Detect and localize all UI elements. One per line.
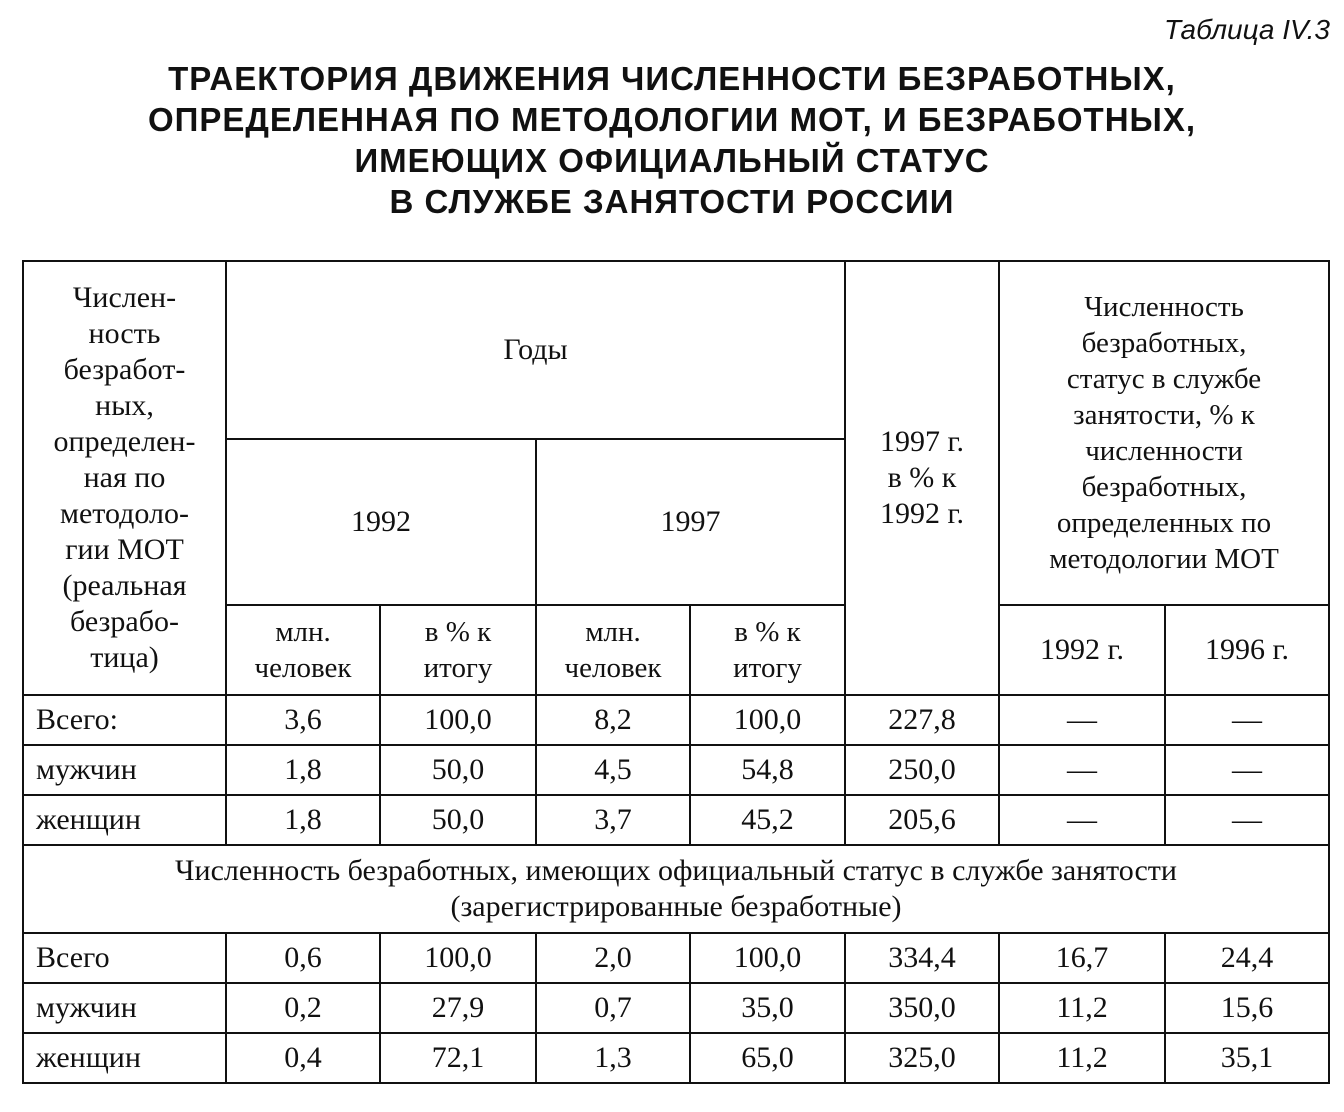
table-row	[23, 695, 1329, 745]
registered-section-heading	[23, 845, 1329, 933]
header-ilo-unemployed	[23, 261, 226, 695]
table-cell: 1,8	[226, 745, 380, 795]
header-1997-vs-1992	[845, 261, 999, 695]
table-cell: мужчин	[23, 983, 226, 1033]
table-number-label: Таблица IV.3	[1164, 14, 1330, 45]
cell-text-line: млн.	[585, 616, 641, 648]
table-cell: 11,2	[999, 983, 1165, 1033]
cell-text-line: безработных,	[1081, 327, 1247, 359]
table-title	[0, 58, 1344, 222]
cell-text-line: человек	[564, 652, 662, 684]
table-cell: 8,2	[536, 695, 690, 745]
table-row	[23, 983, 1329, 1033]
title-line: ТРАЕКТОРИЯ ДВИЖЕНИЯ ЧИСЛЕННОСТИ БЕЗРАБОТНЫХ,	[168, 60, 1176, 97]
cell-text-line: млн.	[275, 616, 331, 648]
table-cell: 35,1	[1165, 1033, 1329, 1083]
cell-text-line: ная по	[83, 461, 166, 494]
cell-text-line: занятости, % к	[1073, 399, 1255, 431]
table-cell: 100,0	[380, 933, 536, 983]
cell-text-line: Численность безработных, имеющих официальный статус в службе занятости	[175, 854, 1177, 887]
table-cell: 100,0	[380, 695, 536, 745]
table-cell: —	[999, 745, 1165, 795]
cell-text-line: 1992 г.	[880, 497, 964, 530]
table-cell: 0,7	[536, 983, 690, 1033]
cell-text-line: гии МОТ	[65, 533, 184, 566]
header-pct-1992	[380, 605, 536, 695]
table-row	[23, 933, 1329, 983]
cell-text-line: методологии МОТ	[1049, 543, 1279, 575]
header-official-status-share	[999, 261, 1329, 605]
cell-text-line: ность	[88, 317, 161, 350]
table-cell: 334,4	[845, 933, 999, 983]
table-cell: 24,4	[1165, 933, 1329, 983]
header-year-1997: 1997	[536, 439, 845, 605]
cell-text-line: тица)	[90, 641, 159, 674]
table-cell: 250,0	[845, 745, 999, 795]
table-row	[23, 795, 1329, 845]
table-cell: женщин	[23, 1033, 226, 1083]
header-official-1992: 1992 г.	[999, 605, 1165, 695]
header-year-1992: 1992	[226, 439, 536, 605]
cell-text-line: человек	[254, 652, 352, 684]
table-cell: 15,6	[1165, 983, 1329, 1033]
header-mln-1997	[536, 605, 690, 695]
cell-text-line: безработ-	[63, 353, 186, 386]
table-cell: 72,1	[380, 1033, 536, 1083]
cell-text-line: численности	[1085, 435, 1243, 467]
table-cell: 205,6	[845, 795, 999, 845]
table-cell: 325,0	[845, 1033, 999, 1083]
table-cell: 4,5	[536, 745, 690, 795]
cell-text-line: 1997 г.	[880, 425, 964, 458]
cell-text-line: в % к	[734, 616, 801, 648]
cell-text-line: методоло-	[60, 497, 189, 530]
table-cell: женщин	[23, 795, 226, 845]
table-cell: 350,0	[845, 983, 999, 1033]
table-cell: 16,7	[999, 933, 1165, 983]
cell-text-line: (зарегистрированные безработные)	[450, 890, 902, 923]
table-cell: Всего	[23, 933, 226, 983]
cell-text-line: в % к	[424, 616, 492, 648]
cell-text-line: Численность	[1084, 291, 1244, 323]
cell-text-line: итогу	[733, 652, 802, 684]
table-cell: 54,8	[690, 745, 845, 795]
table-cell: 0,6	[226, 933, 380, 983]
table-cell: 50,0	[380, 795, 536, 845]
header-pct-1997	[690, 605, 845, 695]
title-line: ИМЕЮЩИХ ОФИЦИАЛЬНЫЙ СТАТУС	[354, 142, 990, 179]
cell-text-line: безрабо-	[70, 605, 179, 638]
unemployment-table	[22, 260, 1330, 1084]
table-cell: —	[1165, 745, 1329, 795]
header-official-1996: 1996 г.	[1165, 605, 1329, 695]
cell-text-line: определенных по	[1056, 507, 1272, 539]
cell-text-line: (реальная	[62, 569, 187, 602]
cell-text-line: ных,	[95, 389, 154, 422]
header-years: Годы	[226, 261, 845, 439]
table-cell: мужчин	[23, 745, 226, 795]
table-cell: 1,8	[226, 795, 380, 845]
table-cell: 65,0	[690, 1033, 845, 1083]
table-row	[23, 745, 1329, 795]
table-cell: 227,8	[845, 695, 999, 745]
table-cell: 3,6	[226, 695, 380, 745]
table-cell: —	[999, 695, 1165, 745]
cell-text-line: Числен-	[72, 281, 177, 314]
cell-text-line: определен-	[53, 425, 196, 458]
table-cell: 100,0	[690, 695, 845, 745]
table-cell: —	[999, 795, 1165, 845]
header-mln-1992	[226, 605, 380, 695]
table-cell: 3,7	[536, 795, 690, 845]
table-cell: 27,9	[380, 983, 536, 1033]
table-cell: 45,2	[690, 795, 845, 845]
table-row	[23, 1033, 1329, 1083]
table-cell: 11,2	[999, 1033, 1165, 1083]
cell-text-line: итогу	[423, 652, 493, 684]
table-cell: 35,0	[690, 983, 845, 1033]
title-line: ОПРЕДЕЛЕННАЯ ПО МЕТОДОЛОГИИ МОТ, И БЕЗРАБОТНЫХ,	[147, 101, 1197, 138]
cell-text-line: безработных,	[1081, 471, 1247, 503]
table-cell: 0,2	[226, 983, 380, 1033]
table-cell: 50,0	[380, 745, 536, 795]
table-cell: —	[1165, 795, 1329, 845]
table-cell: 0,4	[226, 1033, 380, 1083]
table-cell: 1,3	[536, 1033, 690, 1083]
table-cell: —	[1165, 695, 1329, 745]
cell-text-line: в % к	[887, 461, 957, 494]
title-line: В СЛУЖБЕ ЗАНЯТОСТИ РОССИИ	[389, 183, 955, 220]
table-cell: 2,0	[536, 933, 690, 983]
table-cell: Всего:	[23, 695, 226, 745]
cell-text-line: статус в службе	[1066, 363, 1262, 395]
table-cell: 100,0	[690, 933, 845, 983]
